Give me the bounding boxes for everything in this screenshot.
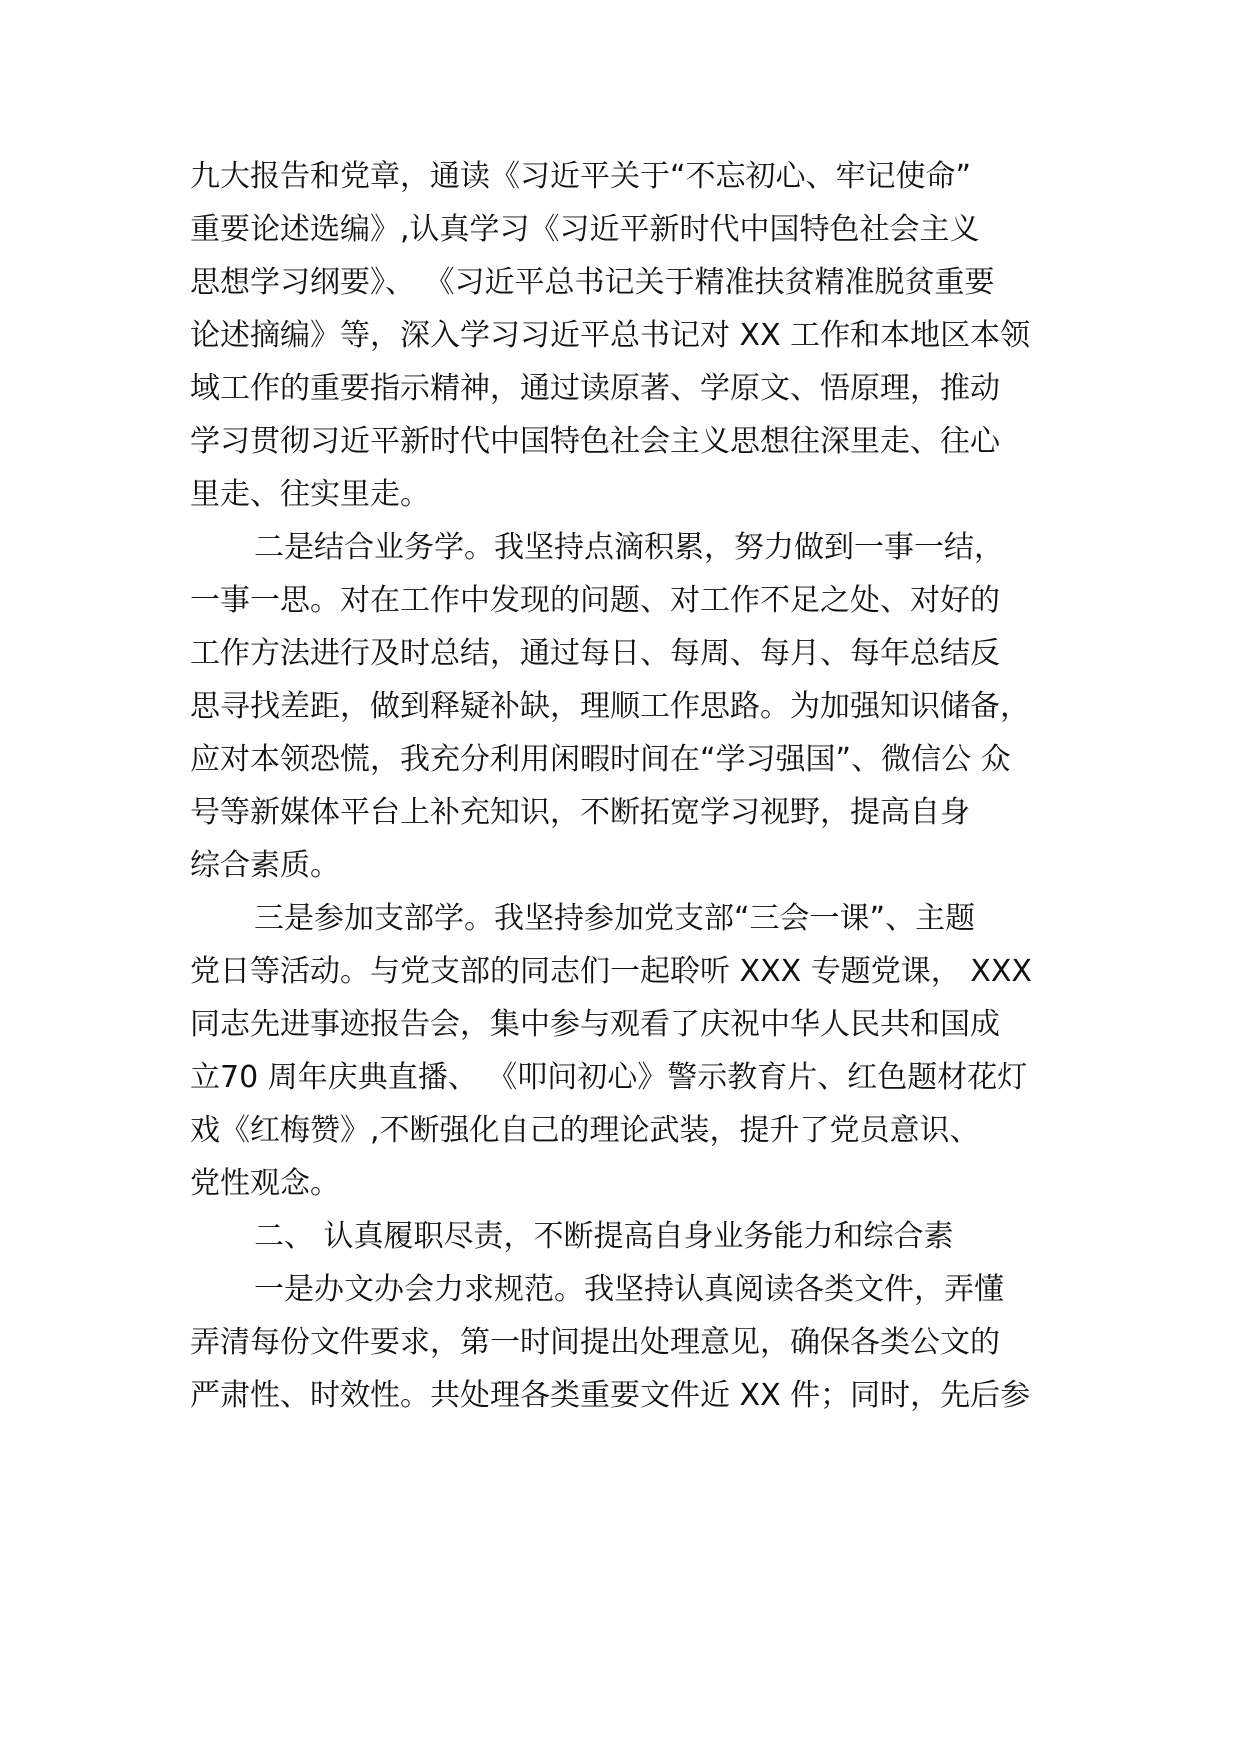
text-line: 弄清每份文件要求，第一时间提出处理意见，确保各类公文的 <box>190 1325 1000 1360</box>
text-line: 里走、往实里走。 <box>190 477 430 512</box>
text-line: 域工作的重要指示精神，通过读原著、学原文、悟原理，推动 <box>190 371 1000 406</box>
text-line: 综合素质。 <box>190 848 340 883</box>
paragraph-start-line: 二是结合业务学。我坚持点滴积累，努力做到一事一结， <box>254 530 1004 565</box>
text-line: 思寻找差距，做到释疑补缺，理顺工作思路。为加强知识储备， <box>190 689 1030 724</box>
paragraph-start-line: 三是参加支部学。我坚持参加党支部“三会一课”、主题 <box>254 901 976 936</box>
body-text <box>190 150 1070 1422</box>
text-line: 严肃性、时效性。共处理各类重要文件近 XX 件；同时，先后参 <box>190 1378 1031 1413</box>
text-line: 党日等活动。与党支部的同志们一起聆听 XXX 专题党课， XXX <box>190 954 1032 989</box>
text-line: 思想学习纲要》、 《习近平总书记关于精准扶贫精准脱贫重要 <box>190 265 995 300</box>
text-line: 立70 周年庆典直播、 《叩问初心》警示教育片、红色题材花灯 <box>190 1060 1028 1095</box>
text-line: 党性观念。 <box>190 1166 340 1201</box>
text-line: 工作方法进行及时总结，通过每日、每周、每月、每年总结反 <box>190 636 1000 671</box>
text-line: 一事一思。对在工作中发现的问题、对工作不足之处、对好的 <box>190 583 1000 618</box>
paragraph-start-line: 一是办文办会力求规范。我坚持认真阅读各类文件，弄懂 <box>254 1272 1004 1307</box>
text-line: 同志先进事迹报告会，集中参与观看了庆祝中华人民共和国成 <box>190 1007 1000 1042</box>
text-line: 论述摘编》等，深入学习习近平总书记对 XX 工作和本地区本领 <box>190 318 1031 353</box>
text-line: 戏《红梅赞》,不断强化自己的理论武装，提升了党员意识、 <box>190 1113 980 1148</box>
section-heading: 二、 认真履职尽责，不断提高自身业务能力和综合素 <box>254 1219 954 1254</box>
text-line: 九大报告和党章，通读《习近平关于“不忘初心、牢记使命” <box>190 159 972 194</box>
text-line: 号等新媒体平台上补充知识，不断拓宽学习视野，提高自身 <box>190 795 970 830</box>
text-line: 学习贯彻习近平新时代中国特色社会主义思想往深里走、往心 <box>190 424 1000 459</box>
text-line: 应对本领恐慌，我充分利用闲暇时间在“学习强国”、微信公 众 <box>190 742 1011 777</box>
text-line: 重要论述选编》,认真学习《习近平新时代中国特色社会主义 <box>190 212 980 247</box>
